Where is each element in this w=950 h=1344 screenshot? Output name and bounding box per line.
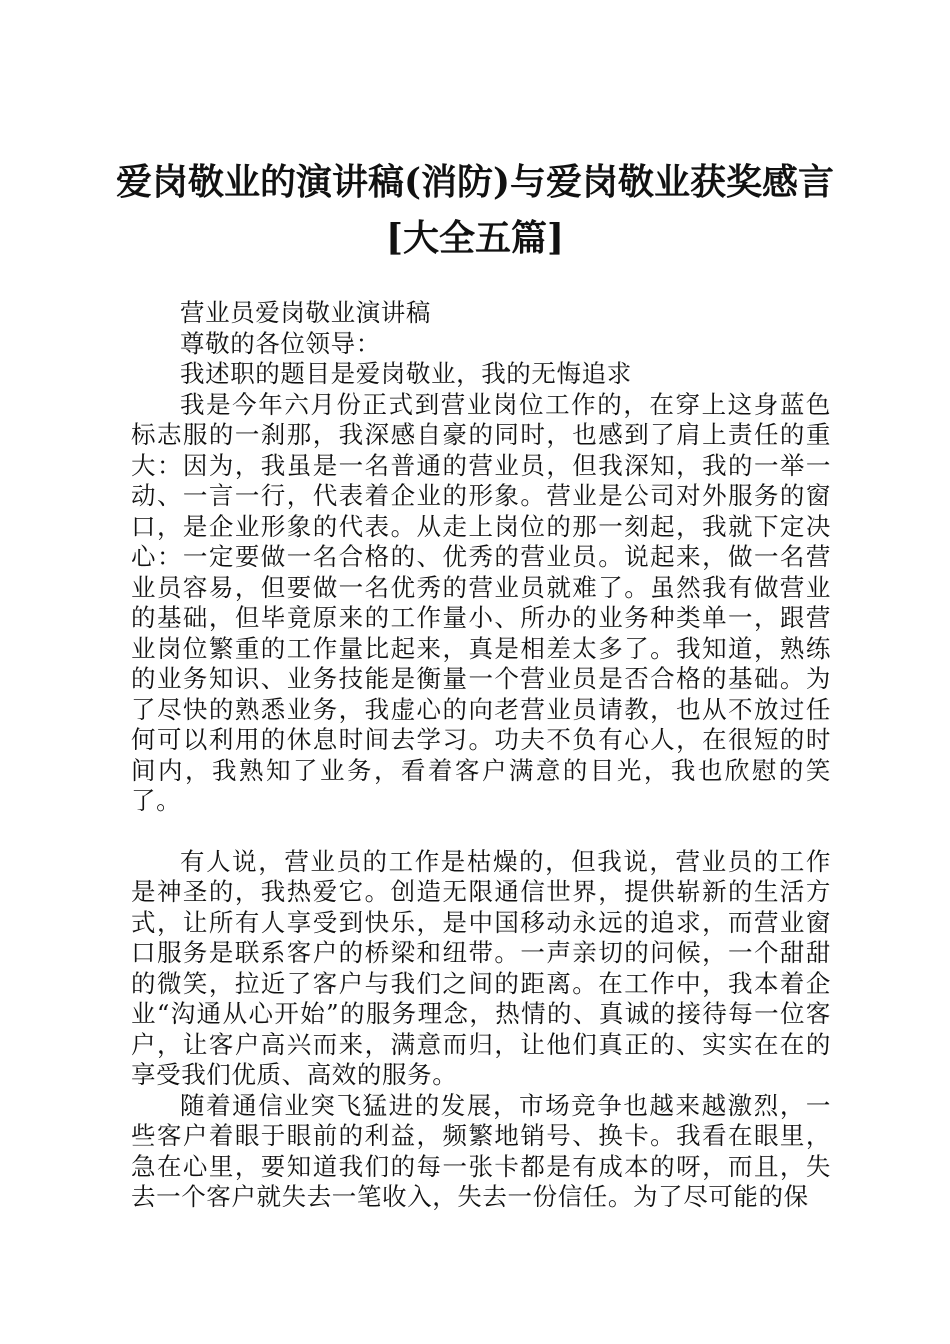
paragraph-gap: [131, 817, 831, 847]
document-subtitle: 营业员爱岗敬业演讲稿: [180, 298, 431, 327]
salutation: 尊敬的各位领导：: [180, 328, 381, 358]
paragraph-3: 随着通信业突飞猛进的发展，市场竞争也越来越激烈，一些客户着眼于眼前的利益，频繁地销号、换卡。我看在眼里，急在心里，要知道我们的每一张卡都是有成本的呀，而且，失去一个客户就失去一笔收入，失去一份信任。为了尽可能的保: [131, 1090, 831, 1211]
paragraph-2: 有人说，营业员的工作是枯燥的，但我说，营业员的工作是神圣的，我热爱它。创造无限通信世界，提供崭新的生活方式，让所有人享受到快乐，是中国移动永远的追求，而营业窗口服务是联系客户的桥梁和纽带。一声亲切的问候，一个甜甜的微笑，拉近了客户与我们之间的距离。在工作中，我本着企业“沟通从心开始”的服务理念，热情的、真诚的接待每一位客户，让客户高兴而来，满意而归，让他们真正的、实实在在的享受我们优质、高效的服务。: [131, 846, 831, 1089]
paragraph-1: 我是今年六月份正式到营业岗位工作的，在穿上这身蓝色标志服的一刹那，我深感自豪的同时，也感到了肩上责任的重大：因为，我虽是一名普通的营业员，但我深知，我的一举一动、一言一行，代表着企业的形象。营业是公司对外服务的窗口，是企业形象的代表。从走上岗位的那一刻起，我就下定决心：一定要做一名合格的、优秀的营业员。说起来，做一名营业员容易，但要做一名优秀的营业员就难了。虽然我有做营业的基础，但毕竟原来的工作量小、所办的业务种类单一，跟营业岗位繁重的工作量比起来，真是相差太多了。我知道，熟练的业务知识、业务技能是衡量一个营业员是否合格的基础。为了尽快的熟悉业务，我虚心的向老营业员请教，也从不放过任何可以利用的休息时间去学习。功夫不负有心人，在很短的时间内，我熟知了业务，看着客户满意的目光，我也欣慰的笑了。: [131, 389, 831, 815]
document-title-line-1: 爱岗敬业的演讲稿(消防)与爱岗敬业获奖感言: [115, 161, 835, 203]
speech-topic: 我述职的题目是爱岗敬业，我的无悔追求: [180, 359, 632, 388]
document-title-line-2: [大全五篇]: [385, 217, 565, 259]
document-body: [131, 298, 831, 1213]
